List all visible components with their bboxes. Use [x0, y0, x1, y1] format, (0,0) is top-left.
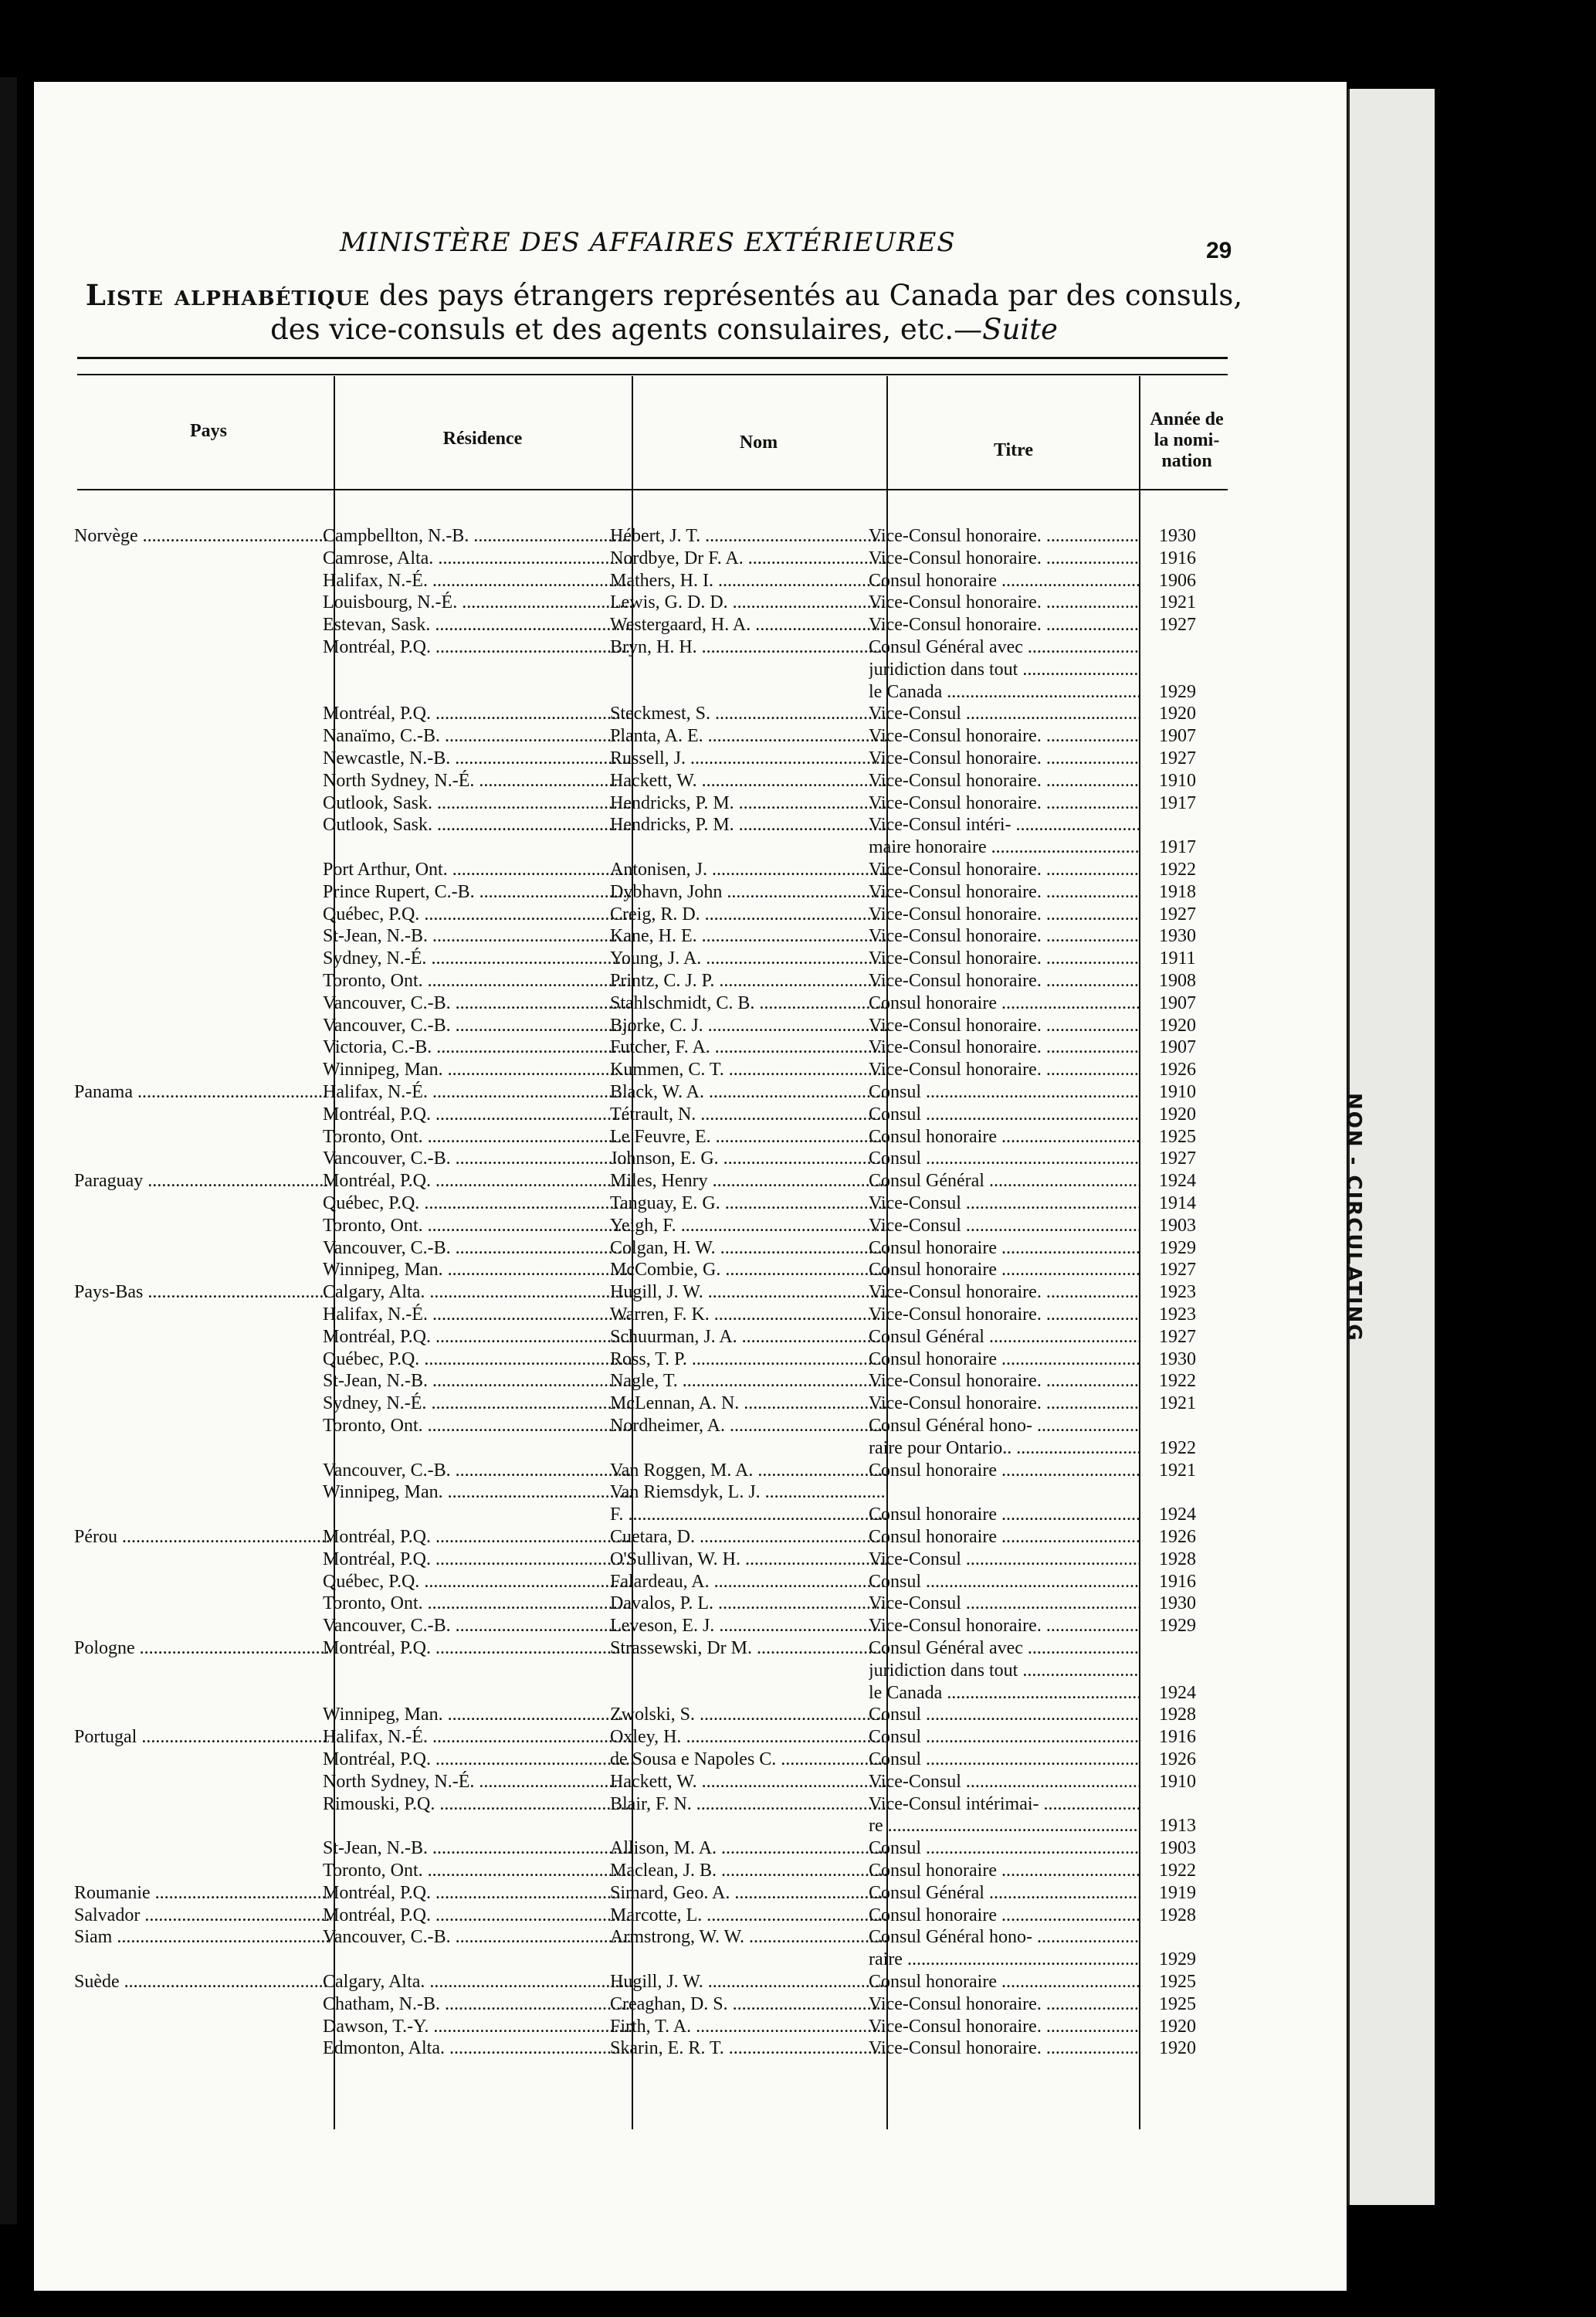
year-cell: 1916: [1159, 548, 1196, 568]
title-cell: Vice-Consul honoraire. .....: [869, 1015, 1139, 1036]
name-cell: Firth, T. A. .....: [610, 2016, 888, 2037]
residence-cell: Vancouver, C.-B. .....: [323, 1460, 632, 1481]
year-cell: 1918: [1159, 881, 1196, 902]
name-cell: Nordbye, Dr F. A. .....: [610, 548, 888, 569]
name-cell: O'Sullivan, W. H. .....: [610, 1549, 888, 1570]
title-cell: Vice-Consul honoraire. .....: [869, 748, 1139, 769]
title-cell: Vice-Consul honoraire. .....: [869, 1304, 1139, 1325]
title-cell: Vice-Consul .....: [869, 1593, 1139, 1614]
year-cell: 1927: [1159, 1260, 1196, 1281]
residence-cell: Toronto, Ont. .....: [323, 1593, 632, 1614]
name-cell: Kummen, C. T. .....: [610, 1059, 888, 1080]
residence-cell: Québec, P.Q. .....: [323, 904, 632, 925]
page-number: 29: [1206, 238, 1232, 263]
residence-cell: Winnipeg, Man. .....: [323, 1481, 632, 1503]
title-cell: le Canada .....: [869, 1682, 1139, 1704]
country-cell: Panama .....: [74, 1081, 329, 1103]
residence-cell: Edmonton, Alta. .....: [323, 2037, 632, 2059]
year-cell: 1924: [1159, 1505, 1196, 1525]
name-cell: Allison, M. A. .....: [610, 1837, 888, 1859]
country-cell: Pays-Bas .....: [74, 1281, 329, 1303]
col-header-titre: Titre: [993, 440, 1034, 460]
name-cell: Maclean, J. B. .....: [610, 1860, 888, 1881]
residence-cell: Campbellton, N.-B. .....: [323, 525, 632, 547]
year-cell: 1929: [1159, 1949, 1196, 1970]
name-cell: Simard, Geo. A. .....: [610, 1882, 888, 1904]
year-cell: 1927: [1159, 1326, 1196, 1347]
title-cell: Consul honoraire .....: [869, 1237, 1139, 1259]
residence-cell: Montréal, P.Q. .....: [323, 1637, 632, 1659]
year-cell: 1927: [1159, 904, 1196, 924]
country-cell: Portugal .....: [74, 1726, 329, 1748]
title-cell: Vice-Consul honoraire. .....: [869, 614, 1139, 636]
year-cell: 1913: [1159, 1816, 1196, 1837]
residence-cell: Toronto, Ont. .....: [323, 1126, 632, 1148]
name-cell: Printz, C. J. P. .....: [610, 970, 888, 992]
title-cell: Consul honoraire .....: [869, 1126, 1139, 1148]
residence-cell: Nanaïmo, C.-B. .....: [323, 725, 632, 747]
title-cell: juridiction dans tout .....: [869, 659, 1139, 680]
title-cell: Vice-Consul honoraire. .....: [869, 970, 1139, 992]
year-cell: 1927: [1159, 615, 1196, 636]
name-cell: Leveson, E. J. .....: [610, 1615, 888, 1637]
title-cell: Consul honoraire .....: [869, 1460, 1139, 1481]
country-cell: Roumanie .....: [74, 1882, 329, 1904]
residence-cell: North Sydney, N.-É. .....: [323, 1771, 632, 1793]
residence-cell: Montréal, P.Q. .....: [323, 1905, 632, 1926]
residence-cell: Prince Rupert, C.-B. .....: [323, 881, 632, 903]
title-cell: Consul .....: [869, 1749, 1139, 1770]
country-cell: Paraguay .....: [74, 1170, 329, 1192]
running-title: MINISTÈRE DES AFFAIRES EXTÉRIEURES: [340, 227, 956, 258]
country-cell: Siam .....: [74, 1926, 329, 1948]
title-cell: Vice-Consul honoraire. .....: [869, 792, 1139, 814]
year-cell: 1906: [1159, 570, 1196, 591]
name-cell: Schuurman, J. A. .....: [610, 1326, 888, 1348]
title-cell: Consul honoraire .....: [869, 1971, 1139, 1993]
residence-cell: Rimouski, P.Q. .....: [323, 1793, 632, 1815]
title-cell: Vice-Consul honoraire. .....: [869, 1615, 1139, 1637]
residence-cell: Louisbourg, N.-É. .....: [323, 592, 632, 613]
year-cell: 1928: [1159, 1705, 1196, 1725]
residence-cell: Camrose, Alta. .....: [323, 548, 632, 569]
col-header-pays: Pays: [190, 421, 227, 441]
page-edge-stamp: [1342, 89, 1435, 2205]
residence-cell: Vancouver, C.-B. .....: [323, 992, 632, 1014]
residence-cell: Montréal, P.Q. .....: [323, 1749, 632, 1770]
residence-cell: Outlook, Sask. .....: [323, 814, 632, 836]
title-cell: Consul Général hono- .....: [869, 1415, 1139, 1437]
name-cell: McLennan, A. N. .....: [610, 1393, 888, 1414]
name-cell: Cuetara, D. .....: [610, 1526, 888, 1548]
name-cell: Hackett, W. .....: [610, 1771, 888, 1793]
list-title: [85, 278, 1243, 347]
title-cell: Vice-Consul honoraire. .....: [869, 881, 1139, 903]
year-cell: 1924: [1159, 1171, 1196, 1192]
year-cell: 1924: [1159, 1682, 1196, 1703]
header-bottom-rule: [77, 489, 1228, 490]
name-cell: Hendricks, P. M. .....: [610, 814, 888, 836]
name-cell: Westergaard, H. A. .....: [610, 614, 888, 636]
title-cell: Vice-Consul .....: [869, 703, 1139, 724]
title-cell: Consul .....: [869, 1571, 1139, 1593]
residence-cell: Winnipeg, Man. .....: [323, 1059, 632, 1080]
name-cell: Hugill, J. W. .....: [610, 1971, 888, 1993]
residence-cell: North Sydney, N.-É. .....: [323, 770, 632, 792]
year-cell: 1930: [1159, 1593, 1196, 1614]
residence-cell: Montréal, P.Q. .....: [323, 636, 632, 658]
title-cell: Consul honoraire .....: [869, 1526, 1139, 1548]
residence-cell: Newcastle, N.-B. .....: [323, 748, 632, 769]
residence-cell: Vancouver, C.-B. .....: [323, 1615, 632, 1637]
col-header-nom: Nom: [739, 433, 778, 453]
year-cell: 1922: [1159, 1371, 1196, 1392]
title-cell: Consul honoraire .....: [869, 1348, 1139, 1370]
name-cell: Steckmest, S. .....: [610, 703, 888, 724]
year-cell: 1907: [1159, 992, 1196, 1013]
name-cell: Yeigh, F. .....: [610, 1215, 888, 1237]
residence-cell: Dawson, T.-Y. .....: [323, 2016, 632, 2037]
name-cell: de Sousa e Napoles C. .....: [610, 1749, 888, 1770]
year-cell: 1908: [1159, 971, 1196, 991]
name-cell: Van Roggen, M. A. .....: [610, 1460, 888, 1481]
year-cell: 1916: [1159, 1571, 1196, 1592]
title-cell: Vice-Consul honoraire. .....: [869, 548, 1139, 569]
residence-cell: Toronto, Ont. .....: [323, 1415, 632, 1437]
residence-cell: Chatham, N.-B. .....: [323, 1993, 632, 2015]
name-cell: Blair, F. N. .....: [610, 1793, 888, 1815]
year-cell: 1917: [1159, 792, 1196, 813]
year-cell: 1910: [1159, 1771, 1196, 1792]
country-cell: Pologne .....: [74, 1637, 329, 1659]
title-cell: Consul .....: [869, 1104, 1139, 1125]
year-cell: 1926: [1159, 1060, 1196, 1080]
year-cell: 1923: [1159, 1282, 1196, 1303]
title-cell: Vice-Consul honoraire. .....: [869, 770, 1139, 792]
name-cell: Bjorke, C. J. .....: [610, 1015, 888, 1036]
title-cell: re .....: [869, 1815, 1139, 1837]
year-cell: 1930: [1159, 1348, 1196, 1369]
title-cell: Consul .....: [869, 1726, 1139, 1748]
residence-cell: Halifax, N.-É. .....: [323, 1304, 632, 1325]
title-cell: Vice-Consul intéri- .....: [869, 814, 1139, 836]
title-cell: Consul Général .....: [869, 1170, 1139, 1192]
title-cell: maire honoraire .....: [869, 836, 1139, 858]
title-cell: Vice-Consul intérimai- .....: [869, 1793, 1139, 1815]
title-cell: Consul honoraire .....: [869, 1860, 1139, 1881]
residence-cell: St-Jean, N.-B. .....: [323, 1837, 632, 1859]
title-small-caps: Liste alphabétique: [85, 278, 371, 312]
title-cell: Consul honoraire .....: [869, 992, 1139, 1014]
year-cell: 1920: [1159, 1104, 1196, 1125]
year-cell: 1921: [1159, 1393, 1196, 1414]
year-cell: 1919: [1159, 1882, 1196, 1903]
title-cell: Consul honoraire .....: [869, 1259, 1139, 1281]
year-cell: 1920: [1159, 1015, 1196, 1036]
name-cell: Armstrong, W. W. .....: [610, 1926, 888, 1948]
title-cell: Vice-Consul honoraire. .....: [869, 725, 1139, 747]
residence-cell: Calgary, Alta. .....: [323, 1971, 632, 1993]
title-cell: raire pour Ontario.. .....: [869, 1437, 1139, 1459]
title-suite: Suite: [982, 313, 1058, 346]
title-cell: Consul Général hono- .....: [869, 1926, 1139, 1948]
name-cell: Dybhavn, John .....: [610, 881, 888, 903]
title-cell: Consul .....: [869, 1148, 1139, 1169]
year-cell: 1925: [1159, 1126, 1196, 1147]
title-cell: Vice-Consul .....: [869, 1549, 1139, 1570]
residence-cell: Montréal, P.Q. .....: [323, 1549, 632, 1570]
name-cell: Black, W. A. .....: [610, 1081, 888, 1103]
title-cell: Vice-Consul .....: [869, 1192, 1139, 1214]
title-cell: Vice-Consul honoraire. .....: [869, 1993, 1139, 2015]
title-cell: le Canada .....: [869, 681, 1139, 703]
year-cell: 1921: [1159, 592, 1196, 613]
title-cell: Consul Général .....: [869, 1326, 1139, 1348]
spine-stamp-text: NON - CIRCULATING: [1342, 1093, 1365, 1342]
title-cell: Vice-Consul honoraire. .....: [869, 592, 1139, 613]
name-cell: Oxley, H. .....: [610, 1726, 888, 1748]
residence-cell: Sydney, N.-É. .....: [323, 948, 632, 969]
col-header-annee: Année de la nomi- nation: [1150, 409, 1224, 471]
title-cell: Consul Général .....: [869, 1882, 1139, 1904]
year-cell: 1921: [1159, 1460, 1196, 1481]
title-cell: Consul .....: [869, 1837, 1139, 1859]
title-cell: Vice-Consul honoraire. .....: [869, 525, 1139, 547]
residence-cell: Halifax, N.-É. .....: [323, 1081, 632, 1103]
title-cell: Vice-Consul .....: [869, 1771, 1139, 1793]
name-cell: Kane, H. E. .....: [610, 925, 888, 947]
country-cell: Norvège .....: [74, 525, 329, 547]
year-cell: 1926: [1159, 1749, 1196, 1769]
residence-cell: Vancouver, C.-B. .....: [323, 1015, 632, 1036]
name-cell: Davalos, P. L. .....: [610, 1593, 888, 1614]
title-cell: Consul honoraire .....: [869, 1905, 1139, 1926]
title-cell: Consul Général avec .....: [869, 636, 1139, 658]
name-cell: Strassewski, Dr M. .....: [610, 1637, 888, 1659]
year-cell: 1923: [1159, 1304, 1196, 1325]
year-cell: 1922: [1159, 1437, 1196, 1458]
year-cell: 1916: [1159, 1727, 1196, 1748]
residence-cell: Vancouver, C.-B. .....: [323, 1237, 632, 1259]
residence-cell: Toronto, Ont. .....: [323, 1215, 632, 1237]
name-cell: Futcher, F. A. .....: [610, 1036, 888, 1058]
name-cell: Colgan, H. W. .....: [610, 1237, 888, 1259]
title-cell: Vice-Consul honoraire. .....: [869, 904, 1139, 925]
residence-cell: Port Arthur, Ont. .....: [323, 859, 632, 880]
title-cell: Vice-Consul honoraire. .....: [869, 2016, 1139, 2037]
name-cell: Creig, R. D. .....: [610, 904, 888, 925]
residence-cell: Montréal, P.Q. .....: [323, 703, 632, 724]
year-cell: 1911: [1159, 948, 1196, 969]
year-cell: 1929: [1159, 1616, 1196, 1637]
name-cell: Warren, F. K. .....: [610, 1304, 888, 1325]
title-cell: Vice-Consul honoraire. .....: [869, 1393, 1139, 1414]
top-rule-thin: [77, 374, 1228, 375]
name-cell: Nordheimer, A. .....: [610, 1415, 888, 1437]
name-cell: Ross, T. P. .....: [610, 1348, 888, 1370]
residence-cell: St-Jean, N.-B. .....: [323, 925, 632, 947]
name-cell: Creaghan, D. S. .....: [610, 1993, 888, 2015]
name-cell: Mathers, H. I. .....: [610, 570, 888, 592]
year-cell: 1910: [1159, 770, 1196, 791]
year-cell: 1929: [1159, 681, 1196, 702]
name-cell: Hugill, J. W. .....: [610, 1281, 888, 1303]
residence-cell: Montréal, P.Q. .....: [323, 1104, 632, 1125]
title-cell: Vice-Consul honoraire. .....: [869, 859, 1139, 880]
residence-cell: Sydney, N.-É. .....: [323, 1393, 632, 1414]
name-cell: Nagle, T. .....: [610, 1370, 888, 1392]
name-cell: Skarin, E. R. T. .....: [610, 2037, 888, 2059]
residence-cell: Montréal, P.Q. .....: [323, 1326, 632, 1348]
name-cell: Hackett, W. .....: [610, 770, 888, 792]
residence-cell: Vancouver, C.-B. .....: [323, 1148, 632, 1169]
name-cell: Tanguay, E. G. .....: [610, 1192, 888, 1214]
name-cell: Young, J. A. .....: [610, 948, 888, 969]
year-cell: 1925: [1159, 1972, 1196, 1992]
title-cell: Vice-Consul honoraire. .....: [869, 925, 1139, 947]
year-cell: 1928: [1159, 1549, 1196, 1569]
residence-cell: Québec, P.Q. .....: [323, 1348, 632, 1370]
col-header-residence: Résidence: [442, 429, 523, 449]
name-cell: Miles, Henry .....: [610, 1170, 888, 1192]
title-cell: Consul honoraire .....: [869, 570, 1139, 592]
residence-cell: Halifax, N.-É. .....: [323, 1726, 632, 1748]
name-cell: Hébert, J. T. .....: [610, 525, 888, 547]
title-cell: Vice-Consul .....: [869, 1215, 1139, 1237]
title-cell: Vice-Consul honoraire. .....: [869, 948, 1139, 969]
name-cell: Bryn, H. H. .....: [610, 636, 888, 658]
year-cell: 1928: [1159, 1905, 1196, 1925]
year-cell: 1917: [1159, 837, 1196, 858]
residence-cell: Montréal, P.Q. .....: [323, 1526, 632, 1548]
name-cell: Johnson, E. G. .....: [610, 1148, 888, 1169]
residence-cell: Winnipeg, Man. .....: [323, 1259, 632, 1281]
residence-cell: Toronto, Ont. .....: [323, 970, 632, 992]
name-cell: Falardeau, A. .....: [610, 1571, 888, 1593]
residence-cell: Estevan, Sask. .....: [323, 614, 632, 636]
residence-cell: Halifax, N.-É. .....: [323, 570, 632, 592]
country-cell: Suède .....: [74, 1971, 329, 1993]
year-cell: 1927: [1159, 1148, 1196, 1169]
title-cell: Vice-Consul honoraire. .....: [869, 2037, 1139, 2059]
title-cell: Vice-Consul honoraire. .....: [869, 1281, 1139, 1303]
name-cell: Russell, J. .....: [610, 748, 888, 769]
year-cell: 1903: [1159, 1215, 1196, 1236]
title-line2: des vice-consuls et des agents consulaires, etc.—: [270, 313, 983, 346]
year-cell: 1903: [1159, 1838, 1196, 1859]
year-cell: 1926: [1159, 1527, 1196, 1547]
year-cell: 1920: [1159, 2038, 1196, 2059]
title-cell: Consul .....: [869, 1081, 1139, 1103]
title-cell: Consul .....: [869, 1704, 1139, 1725]
residence-cell: Vancouver, C.-B. .....: [323, 1926, 632, 1948]
year-cell: 1907: [1159, 726, 1196, 747]
year-cell: 1922: [1159, 860, 1196, 880]
year-cell: 1910: [1159, 1082, 1196, 1102]
title-cell: Consul honoraire .....: [869, 1504, 1139, 1525]
title-cell: Vice-Consul honoraire. .....: [869, 1370, 1139, 1392]
year-cell: 1922: [1159, 1861, 1196, 1881]
name-cell: Stahlschmidt, C. B. .....: [610, 992, 888, 1014]
residence-cell: Québec, P.Q. .....: [323, 1571, 632, 1593]
year-cell: 1920: [1159, 704, 1196, 724]
title-cell: juridiction dans tout .....: [869, 1660, 1139, 1681]
year-cell: 1907: [1159, 1037, 1196, 1058]
year-cell: 1920: [1159, 2016, 1196, 2037]
year-cell: 1930: [1159, 526, 1196, 546]
name-cell: Marcotte, L. .....: [610, 1905, 888, 1926]
year-cell: 1929: [1159, 1237, 1196, 1258]
residence-cell: Outlook, Sask. .....: [323, 792, 632, 814]
residence-cell: Montréal, P.Q. .....: [323, 1170, 632, 1192]
residence-cell: Victoria, C.-B. .....: [323, 1036, 632, 1058]
country-cell: Pérou .....: [74, 1526, 329, 1548]
top-rule: [77, 357, 1228, 359]
title-line1-rest: des pays étrangers représentés au Canada par des consuls,: [370, 279, 1243, 312]
name-cell: Le Feuvre, E. .....: [610, 1126, 888, 1148]
residence-cell: Montréal, P.Q. .....: [323, 1882, 632, 1904]
residence-cell: Winnipeg, Man. .....: [323, 1704, 632, 1725]
name-cell: Planta, A. E. .....: [610, 725, 888, 747]
residence-cell: Toronto, Ont. .....: [323, 1860, 632, 1881]
residence-cell: Calgary, Alta. .....: [323, 1281, 632, 1303]
name-cell: Tétrault, N. .....: [610, 1104, 888, 1125]
country-cell: Salvador .....: [74, 1905, 329, 1926]
name-cell: Lewis, G. D. D. .....: [610, 592, 888, 613]
title-cell: Vice-Consul honoraire. .....: [869, 1059, 1139, 1080]
name-cell: Zwolski, S. .....: [610, 1704, 888, 1725]
year-cell: 1925: [1159, 1993, 1196, 2014]
left-scan-border: [0, 77, 17, 2224]
title-cell: raire .....: [869, 1949, 1139, 1970]
name-cell: Antonisen, J. .....: [610, 859, 888, 880]
name-cell: McCombie, G. .....: [610, 1259, 888, 1281]
name-cell: Van Riemsdyk, L. J. .....: [610, 1481, 888, 1503]
title-cell: Consul Général avec .....: [869, 1637, 1139, 1659]
year-cell: 1914: [1159, 1193, 1196, 1213]
year-cell: 1927: [1159, 748, 1196, 768]
residence-cell: St-Jean, N.-B. .....: [323, 1370, 632, 1392]
name-cell: Hendricks, P. M. .....: [610, 792, 888, 814]
title-cell: Vice-Consul honoraire. .....: [869, 1036, 1139, 1058]
name-cell: F. .....: [610, 1504, 888, 1525]
residence-cell: Québec, P.Q. .....: [323, 1192, 632, 1214]
year-cell: 1930: [1159, 926, 1196, 947]
